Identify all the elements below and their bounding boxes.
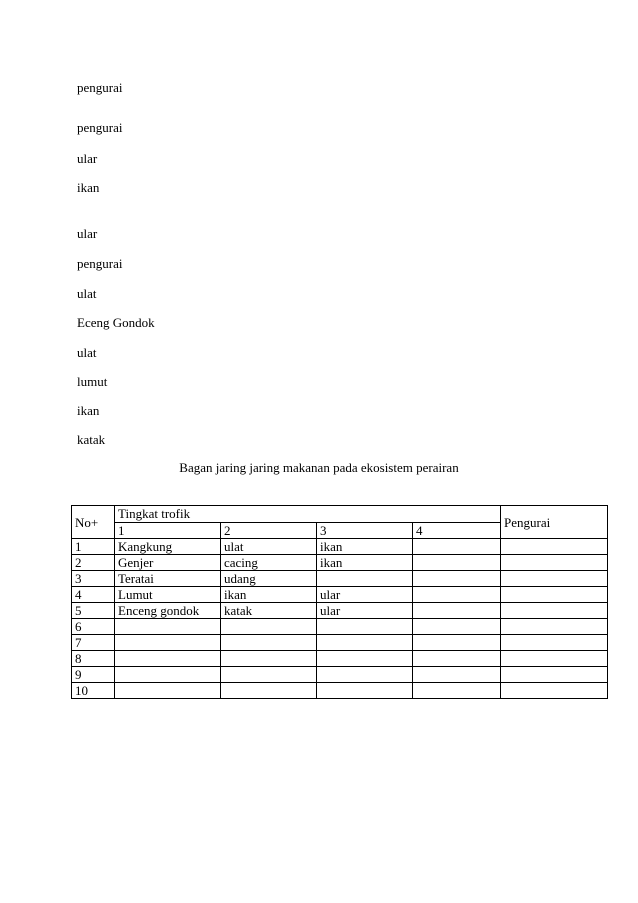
table-caption: Bagan jaring jaring makanan pada ekosistem perairan bbox=[179, 460, 459, 475]
cell-level-3 bbox=[317, 683, 413, 699]
cell-level-4 bbox=[413, 587, 501, 603]
cell-level-1 bbox=[115, 619, 221, 635]
table-row bbox=[72, 635, 608, 651]
word-item: katak bbox=[77, 432, 106, 447]
cell-level-3: ikan bbox=[317, 555, 413, 571]
table-row bbox=[72, 555, 608, 571]
cell-pengurai bbox=[501, 587, 608, 603]
table-row bbox=[72, 603, 608, 619]
header-level-3: 3 bbox=[317, 523, 413, 539]
table-header-row bbox=[72, 506, 608, 523]
table-row bbox=[72, 651, 608, 667]
cell-pengurai bbox=[501, 571, 608, 587]
cell-level-2: ulat bbox=[221, 539, 317, 555]
word-item: Eceng Gondok bbox=[77, 315, 155, 330]
cell-level-3 bbox=[317, 651, 413, 667]
word-item: ulat bbox=[77, 286, 97, 301]
cell-level-1 bbox=[115, 683, 221, 699]
cell-level-1 bbox=[115, 667, 221, 683]
cell-level-2 bbox=[221, 683, 317, 699]
cell-pengurai bbox=[501, 651, 608, 667]
word-item: pengurai bbox=[77, 120, 123, 135]
cell-level-2: udang bbox=[221, 571, 317, 587]
table-row bbox=[72, 619, 608, 635]
cell-no: 10 bbox=[72, 683, 115, 699]
cell-pengurai bbox=[501, 635, 608, 651]
cell-level-3 bbox=[317, 635, 413, 651]
cell-level-2 bbox=[221, 619, 317, 635]
cell-pengurai bbox=[501, 555, 608, 571]
cell-level-2 bbox=[221, 651, 317, 667]
word-item: ikan bbox=[77, 403, 100, 418]
word-item: pengurai bbox=[77, 256, 123, 271]
cell-pengurai bbox=[501, 603, 608, 619]
header-tingkat-trofik: Tingkat trofik bbox=[115, 506, 501, 523]
cell-no: 9 bbox=[72, 667, 115, 683]
cell-no: 8 bbox=[72, 651, 115, 667]
cell-level-4 bbox=[413, 683, 501, 699]
cell-level-4 bbox=[413, 603, 501, 619]
cell-level-2 bbox=[221, 635, 317, 651]
table-row bbox=[72, 571, 608, 587]
cell-level-4 bbox=[413, 571, 501, 587]
cell-level-1 bbox=[115, 635, 221, 651]
header-level-2: 2 bbox=[221, 523, 317, 539]
word-item: pengurai bbox=[77, 80, 123, 95]
cell-level-3: ikan bbox=[317, 539, 413, 555]
cell-level-3 bbox=[317, 619, 413, 635]
cell-level-4 bbox=[413, 539, 501, 555]
cell-pengurai bbox=[501, 683, 608, 699]
cell-no: 3 bbox=[72, 571, 115, 587]
cell-no: 6 bbox=[72, 619, 115, 635]
word-item: ulat bbox=[77, 345, 97, 360]
cell-level-1 bbox=[115, 651, 221, 667]
cell-pengurai bbox=[501, 667, 608, 683]
cell-no: 5 bbox=[72, 603, 115, 619]
trophic-table bbox=[71, 505, 608, 699]
cell-level-4 bbox=[413, 619, 501, 635]
cell-level-2: ikan bbox=[221, 587, 317, 603]
cell-level-1: Genjer bbox=[115, 555, 221, 571]
cell-level-4 bbox=[413, 667, 501, 683]
cell-level-4 bbox=[413, 555, 501, 571]
cell-level-1: Teratai bbox=[115, 571, 221, 587]
word-item: ikan bbox=[77, 180, 100, 195]
table-row bbox=[72, 539, 608, 555]
table-row bbox=[72, 587, 608, 603]
cell-level-2: katak bbox=[221, 603, 317, 619]
cell-pengurai bbox=[501, 619, 608, 635]
cell-level-3: ular bbox=[317, 603, 413, 619]
cell-level-1: Enceng gondok bbox=[115, 603, 221, 619]
header-no: No+ bbox=[72, 506, 115, 539]
cell-no: 7 bbox=[72, 635, 115, 651]
table-row bbox=[72, 683, 608, 699]
cell-level-1: Kangkung bbox=[115, 539, 221, 555]
cell-level-2: cacing bbox=[221, 555, 317, 571]
cell-pengurai bbox=[501, 539, 608, 555]
cell-no: 2 bbox=[72, 555, 115, 571]
table-row bbox=[72, 667, 608, 683]
cell-no: 4 bbox=[72, 587, 115, 603]
header-pengurai: Pengurai bbox=[501, 506, 608, 539]
header-level-4: 4 bbox=[413, 523, 501, 539]
cell-level-4 bbox=[413, 651, 501, 667]
cell-level-2 bbox=[221, 667, 317, 683]
header-level-1: 1 bbox=[115, 523, 221, 539]
cell-no: 1 bbox=[72, 539, 115, 555]
cell-level-3 bbox=[317, 667, 413, 683]
word-item: lumut bbox=[77, 374, 108, 389]
cell-level-4 bbox=[413, 635, 501, 651]
word-item: ular bbox=[77, 226, 98, 241]
cell-level-3 bbox=[317, 571, 413, 587]
cell-level-1: Lumut bbox=[115, 587, 221, 603]
cell-level-3: ular bbox=[317, 587, 413, 603]
word-item: ular bbox=[77, 151, 98, 166]
